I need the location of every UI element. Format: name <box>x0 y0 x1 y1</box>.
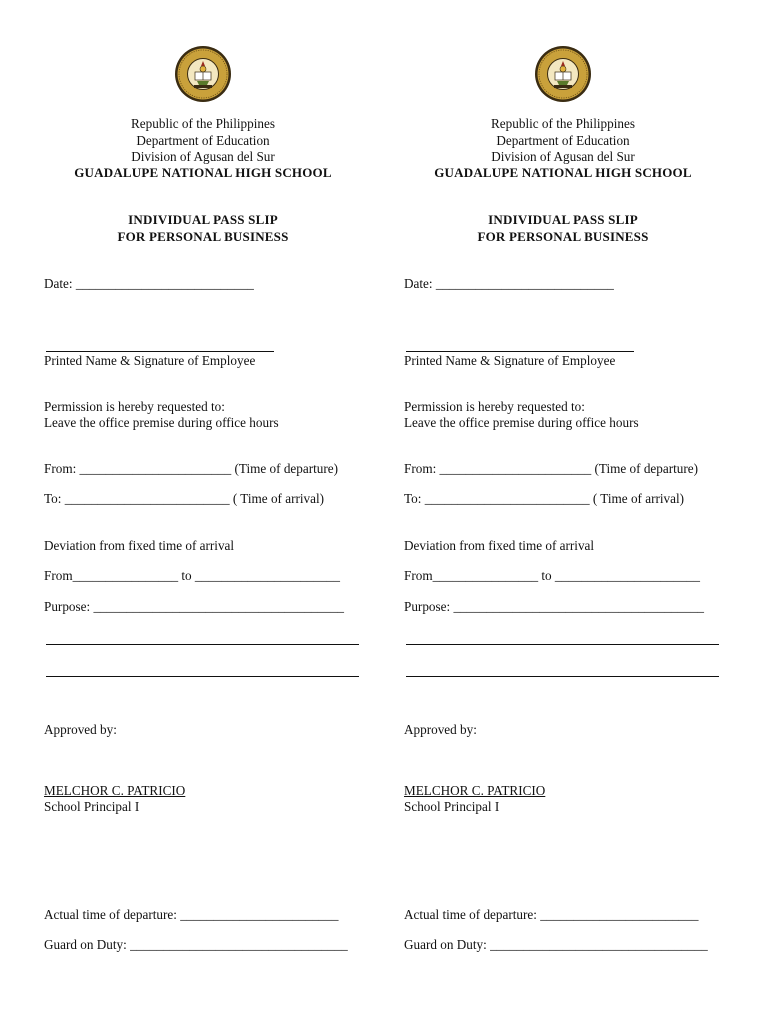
from-time-field: From: _______________________ (Time of departure) <box>44 461 339 476</box>
approved-by-label: Approved by: <box>44 722 117 737</box>
to-time-field: To: _________________________ ( Time of arrival) <box>44 491 325 506</box>
header-division: Division of Agusan del Sur <box>131 149 275 164</box>
purpose-field: Purpose: ______________________________________ <box>44 599 345 614</box>
header-republic: Republic of the Philippines <box>131 116 275 131</box>
actual-departure-field: Actual time of departure: ________________________ <box>404 907 699 922</box>
permission-text: Leave the office premise during office hours <box>404 415 639 430</box>
slip-title-line2: FOR PERSONAL BUSINESS <box>477 229 649 244</box>
approver-name: MELCHOR C. PATRICIO <box>44 783 186 798</box>
purpose-line-3 <box>406 676 719 677</box>
actual-departure-field: Actual time of departure: ________________________ <box>44 907 339 922</box>
deped-seal-icon <box>174 45 232 103</box>
header-department: Department of Education <box>496 133 630 148</box>
signature-line <box>406 351 634 352</box>
header-department: Department of Education <box>136 133 270 148</box>
header-school-name: GUADALUPE NATIONAL HIGH SCHOOL <box>74 165 332 180</box>
purpose-line-2 <box>46 644 359 645</box>
permission-text: Leave the office premise during office hours <box>44 415 279 430</box>
permission-label: Permission is hereby requested to: <box>404 399 585 414</box>
approver-position: School Principal I <box>44 799 140 814</box>
to-time-field: To: _________________________ ( Time of arrival) <box>404 491 685 506</box>
from-time-field: From: _______________________ (Time of departure) <box>404 461 699 476</box>
date-field: Date: ___________________________ <box>44 276 254 291</box>
slip-title-line1: INDIVIDUAL PASS SLIP <box>128 212 278 227</box>
guard-on-duty-field: Guard on Duty: _________________________________ <box>44 937 348 952</box>
employee-signature-caption: Printed Name & Signature of Employee <box>44 353 256 368</box>
date-field: Date: ___________________________ <box>404 276 614 291</box>
purpose-line-3 <box>46 676 359 677</box>
guard-on-duty-field: Guard on Duty: _________________________________ <box>404 937 708 952</box>
permission-label: Permission is hereby requested to: <box>44 399 225 414</box>
deviation-field: From________________ to ______________________ <box>44 568 340 583</box>
deviation-field: From________________ to ______________________ <box>404 568 700 583</box>
purpose-field: Purpose: ______________________________________ <box>404 599 705 614</box>
signature-line <box>46 351 274 352</box>
slip-title-line2: FOR PERSONAL BUSINESS <box>117 229 289 244</box>
deviation-label: Deviation from fixed time of arrival <box>404 538 595 553</box>
header-school-name: GUADALUPE NATIONAL HIGH SCHOOL <box>434 165 692 180</box>
purpose-line-2 <box>406 644 719 645</box>
header-division: Division of Agusan del Sur <box>491 149 635 164</box>
deped-seal-icon <box>534 45 592 103</box>
approver-name: MELCHOR C. PATRICIO <box>404 783 546 798</box>
pass-slip-right <box>404 0 734 1024</box>
deviation-label: Deviation from fixed time of arrival <box>44 538 235 553</box>
pass-slip-left <box>44 0 374 1024</box>
slip-title-line1: INDIVIDUAL PASS SLIP <box>488 212 638 227</box>
employee-signature-caption: Printed Name & Signature of Employee <box>404 353 616 368</box>
header-republic: Republic of the Philippines <box>491 116 635 131</box>
approver-position: School Principal I <box>404 799 500 814</box>
approved-by-label: Approved by: <box>404 722 477 737</box>
